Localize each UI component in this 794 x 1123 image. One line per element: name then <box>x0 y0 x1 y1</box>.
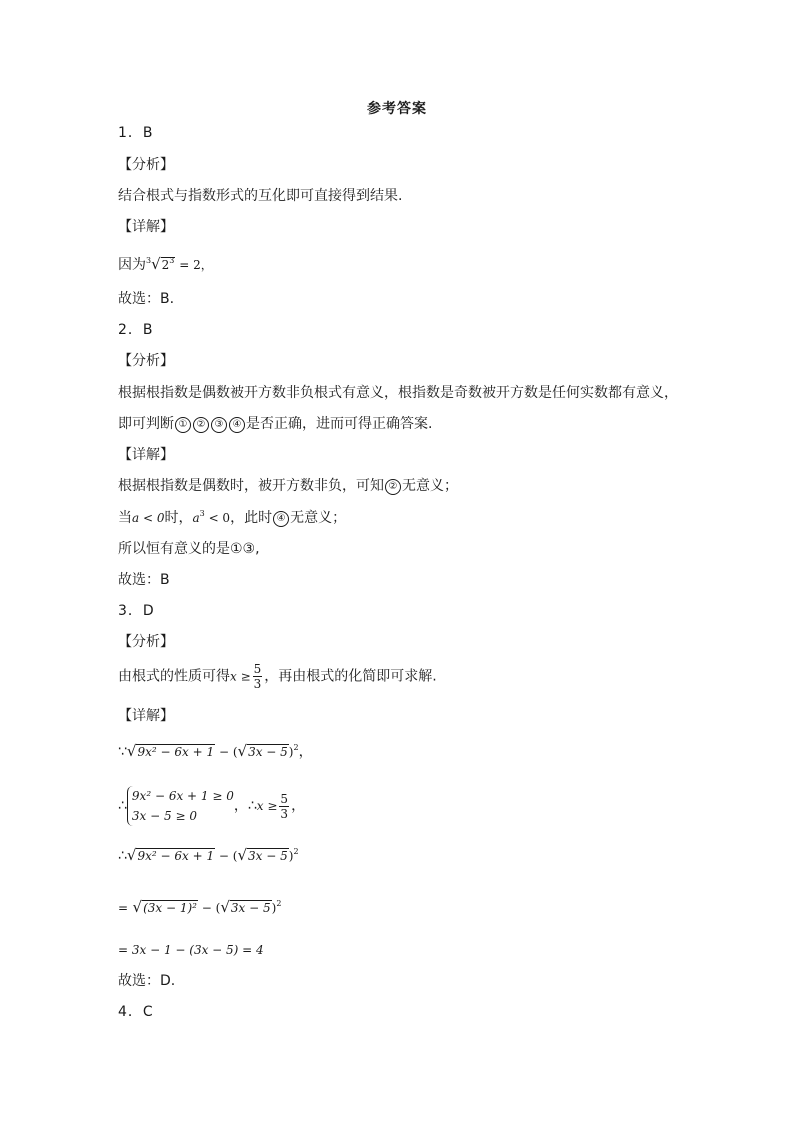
fraction-numerator: 5 <box>253 662 262 676</box>
page-title: 参考答案 <box>367 101 427 117</box>
q2-detail-line1 <box>118 477 458 495</box>
q2-condition: a < 0 <box>132 511 165 525</box>
q3-step2-expression: $√9x^2 - 6x + 1 - (√3x - 5)^2$ <box>126 846 299 864</box>
fraction-numerator: 5 <box>280 791 289 806</box>
q3-analysis <box>118 662 437 691</box>
q2-detail-line3-prefix: 所以恒有意义的是 <box>118 541 230 557</box>
q3-step3 <box>118 898 281 917</box>
minus-sign: − <box>218 745 229 759</box>
circled-one: ① <box>175 417 191 433</box>
q3-system-var: x ≥ <box>256 799 278 813</box>
q3-step3-inner: 3x − 5 <box>230 901 271 915</box>
q3-system-after: ，∴ <box>233 798 257 814</box>
q1-analysis-tag: 【分析】 <box>118 157 174 173</box>
q1-radicand-base: 2 <box>161 258 170 272</box>
q3-system-tail: ， <box>291 798 306 814</box>
q3-number: 3．D <box>118 603 155 619</box>
q3-step3-radicand: (3x − 1)² <box>143 901 197 915</box>
q3-analysis-suffix: ，再由根式的化简即可求解. <box>264 668 437 685</box>
q2-detail-line2-after: ，此时 <box>230 510 273 526</box>
q2-detail-line2-mid: 时， <box>164 510 193 526</box>
circled-two: ② <box>385 479 401 495</box>
q2-number: 2．B <box>118 322 154 338</box>
therefore-symbol: ∴ <box>118 798 127 814</box>
q3-analysis-tag: 【分析】 <box>118 634 174 650</box>
system-line-1: 9x² − 6x + 1 ≥ 0 <box>131 789 234 803</box>
equals-sign: = <box>118 901 129 915</box>
q1-equals-result: = 2， <box>179 258 213 272</box>
q3-radicand: 9x² − 6x + 1 <box>137 745 215 759</box>
circled-two: ② <box>193 417 209 433</box>
q3-inner-radicand: 3x − 5 <box>248 745 288 759</box>
q2-analysis-line2-prefix: 即可判断 <box>118 416 174 432</box>
q1-because-text: 因为 <box>118 257 146 273</box>
q1-root-expression: $^3√2^3 = 2$， <box>146 255 213 273</box>
q2-analysis-line2 <box>118 415 432 433</box>
system-line-2: 3x − 5 ≥ 0 <box>131 809 197 823</box>
circled-four: ④ <box>273 511 289 527</box>
q1-number: 1．B <box>118 125 154 141</box>
q3-step2-inner: 3x − 5 <box>248 849 288 863</box>
q2-analysis-tag: 【分析】 <box>118 353 174 369</box>
circled-four: ④ <box>229 417 245 433</box>
q3-step3-expression: $√(3x - 1)^2 - (√3x - 5)^2$ <box>132 898 282 916</box>
q1-conclusion: 故选：B. <box>118 291 175 307</box>
q3-step4: = 3x − 1 − (3x − 5) = 4 <box>118 943 264 957</box>
q2-cube-base: a <box>192 511 200 525</box>
q2-cube-exp: 3 <box>199 509 205 518</box>
q2-detail-line2-suffix: 无意义； <box>290 510 347 526</box>
q2-detail-line3-suffix: , <box>255 541 260 557</box>
because-symbol: ∵ <box>118 744 127 760</box>
q3-detail-tag: 【详解】 <box>118 708 174 724</box>
q4-number: 4．C <box>118 1004 154 1020</box>
q2-analysis-line1: 根据根指数是偶数被开方数非负根式有意义，根指数是奇数被开方数是任何实数都有意义， <box>118 385 678 401</box>
therefore-symbol: ∴ <box>118 848 127 864</box>
q2-conclusion: 故选：B <box>118 572 170 588</box>
q2-cube-expression <box>192 511 230 525</box>
q1-radicand-exp: 3 <box>169 256 175 265</box>
q2-analysis-line2-suffix: 是否正确，进而可得正确答案. <box>246 416 433 432</box>
q2-detail-line1-suffix: 无意义； <box>402 478 458 494</box>
circled-three: ③ <box>211 417 227 433</box>
q3-analysis-var: x ≥ <box>230 669 251 684</box>
q2-cube-rel: < 0 <box>208 511 231 525</box>
q3-conclusion: 故选：D. <box>118 973 176 989</box>
q3-given-expression <box>118 742 313 761</box>
fraction-denominator: 3 <box>253 677 262 691</box>
q3-system-fraction <box>279 792 289 821</box>
q2-circled-list: ①③ <box>230 541 256 557</box>
q3-expression: $√9x^2 - 6x + 1 - (√3x - 5)^2$ <box>126 742 299 760</box>
q1-root-index: 3 <box>146 256 152 265</box>
q3-analysis-prefix: 由根式的性质可得 <box>118 668 230 685</box>
q3-expression-tail: ， <box>298 744 313 760</box>
q1-analysis: 结合根式与指数形式的互化即可直接得到结果. <box>118 188 403 204</box>
q2-detail-line2-prefix: 当 <box>118 510 132 526</box>
q1-detail-tag: 【详解】 <box>118 219 174 235</box>
fraction-denominator: 3 <box>280 806 289 821</box>
q2-detail-line1-prefix: 根据根指数是偶数时，被开方数非负，可知 <box>118 478 384 494</box>
q3-analysis-fraction <box>253 662 263 691</box>
q1-detail <box>118 255 213 274</box>
q2-detail-line3 <box>118 540 260 558</box>
q3-system <box>118 786 305 826</box>
q2-detail-line2 <box>118 509 346 527</box>
q3-inequality-system <box>127 786 234 826</box>
q3-step2-radicand: 9x² − 6x + 1 <box>137 849 215 863</box>
q3-step2 <box>118 846 299 865</box>
q2-detail-tag: 【详解】 <box>118 447 174 463</box>
